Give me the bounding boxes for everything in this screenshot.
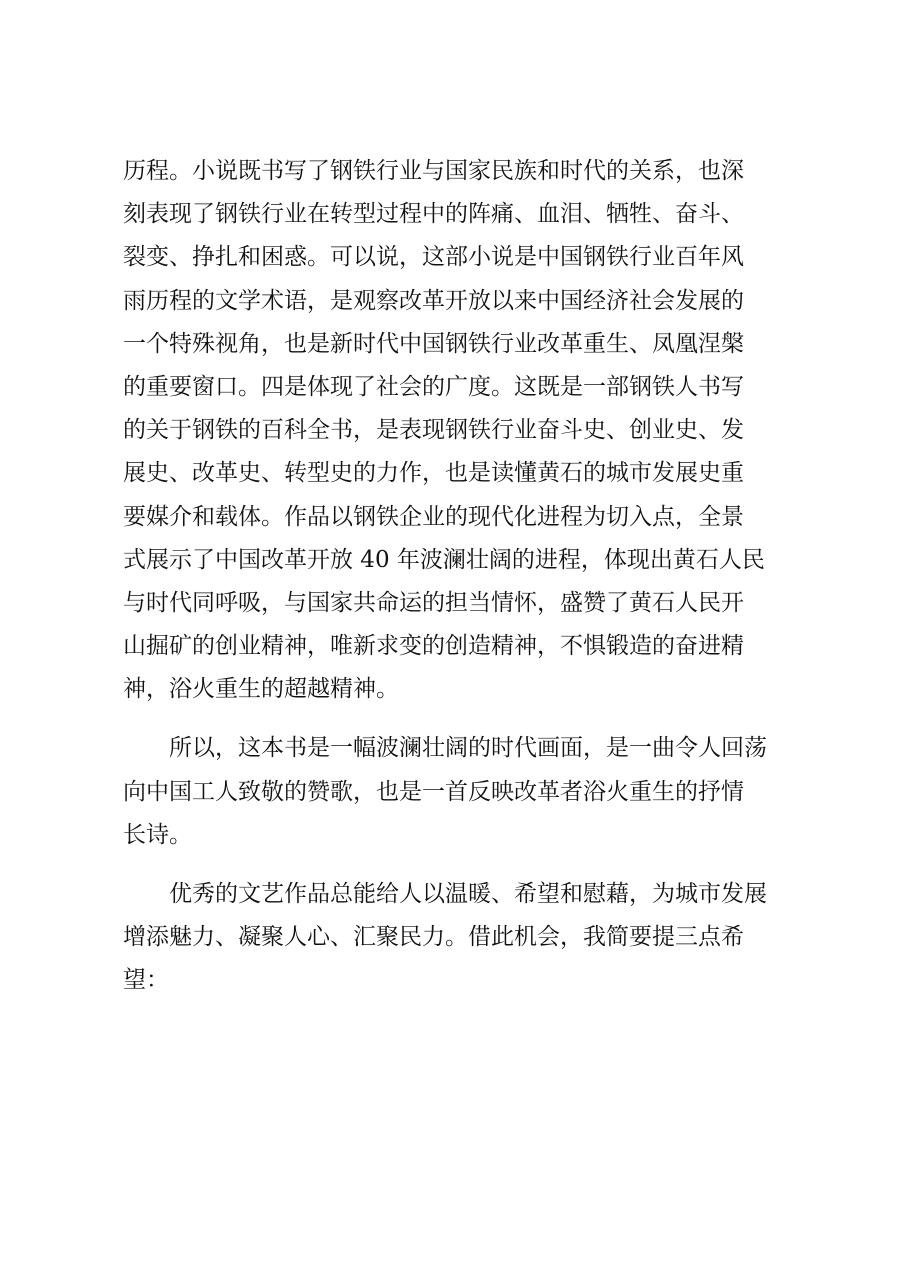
text-line: 雨历程的文学术语，是观察改革开放以来中国经济社会发展的: [123, 287, 744, 314]
text-line: 式展示了中国改革开放 40 年波澜壮阔的进程，体现出黄石人民: [123, 546, 765, 573]
text-line: 与时代同呼吸，与国家共命运的担当情怀，盛赞了黄石人民开: [123, 589, 744, 616]
paragraph-spacing: [123, 711, 793, 727]
paragraph-spacing: [123, 857, 793, 873]
text-line: 裂变、挣扎和困惑。可以说，这部小说是中国钢铁行业百年风: [123, 244, 744, 271]
text-line: 向中国工人致敬的赞歌，也是一首反映改革者浴火重生的抒情: [123, 778, 744, 805]
paragraph-2: [123, 727, 793, 857]
text-line: 的重要窗口。四是体现了社会的广度。这既是一部钢铁人书写: [123, 373, 744, 400]
text-line: 的关于钢铁的百科全书，是表现钢铁行业奋斗史、创业史、发: [123, 417, 744, 444]
text-line: 要媒介和载体。作品以钢铁企业的现代化进程为切入点，全景: [123, 503, 744, 530]
text-line: 神，浴火重生的超越精神。: [123, 676, 399, 703]
text-line: 展史、改革史、转型史的力作，也是读懂黄石的城市发展史重: [123, 460, 744, 487]
text-line: 长诗。: [123, 821, 192, 848]
text-line: 望：: [123, 967, 169, 994]
text-line: 增添魅力、凝聚人心、汇聚民力。借此机会，我简要提三点希: [123, 924, 744, 951]
text-line: 所以，这本书是一幅波澜壮阔的时代画面，是一曲令人回荡: [123, 735, 767, 762]
text-line: 优秀的文艺作品总能给人以温暖、希望和慰藉，为城市发展: [123, 881, 767, 907]
text-line: 刻表现了钢铁行业在转型过程中的阵痛、血泪、牺牲、奋斗、: [123, 201, 744, 228]
text-line: 山掘矿的创业精神，唯新求变的创造精神，不惧锻造的奋进精: [123, 633, 744, 660]
text-line: 一个特殊视角，也是新时代中国钢铁行业改革重生、凤凰涅槃: [123, 330, 744, 357]
paragraph-1: [123, 150, 793, 711]
paragraph-3: [123, 873, 793, 1003]
document-body: [123, 150, 793, 1003]
text-line: 历程。小说既书写了钢铁行业与国家民族和时代的关系，也深: [123, 158, 744, 184]
